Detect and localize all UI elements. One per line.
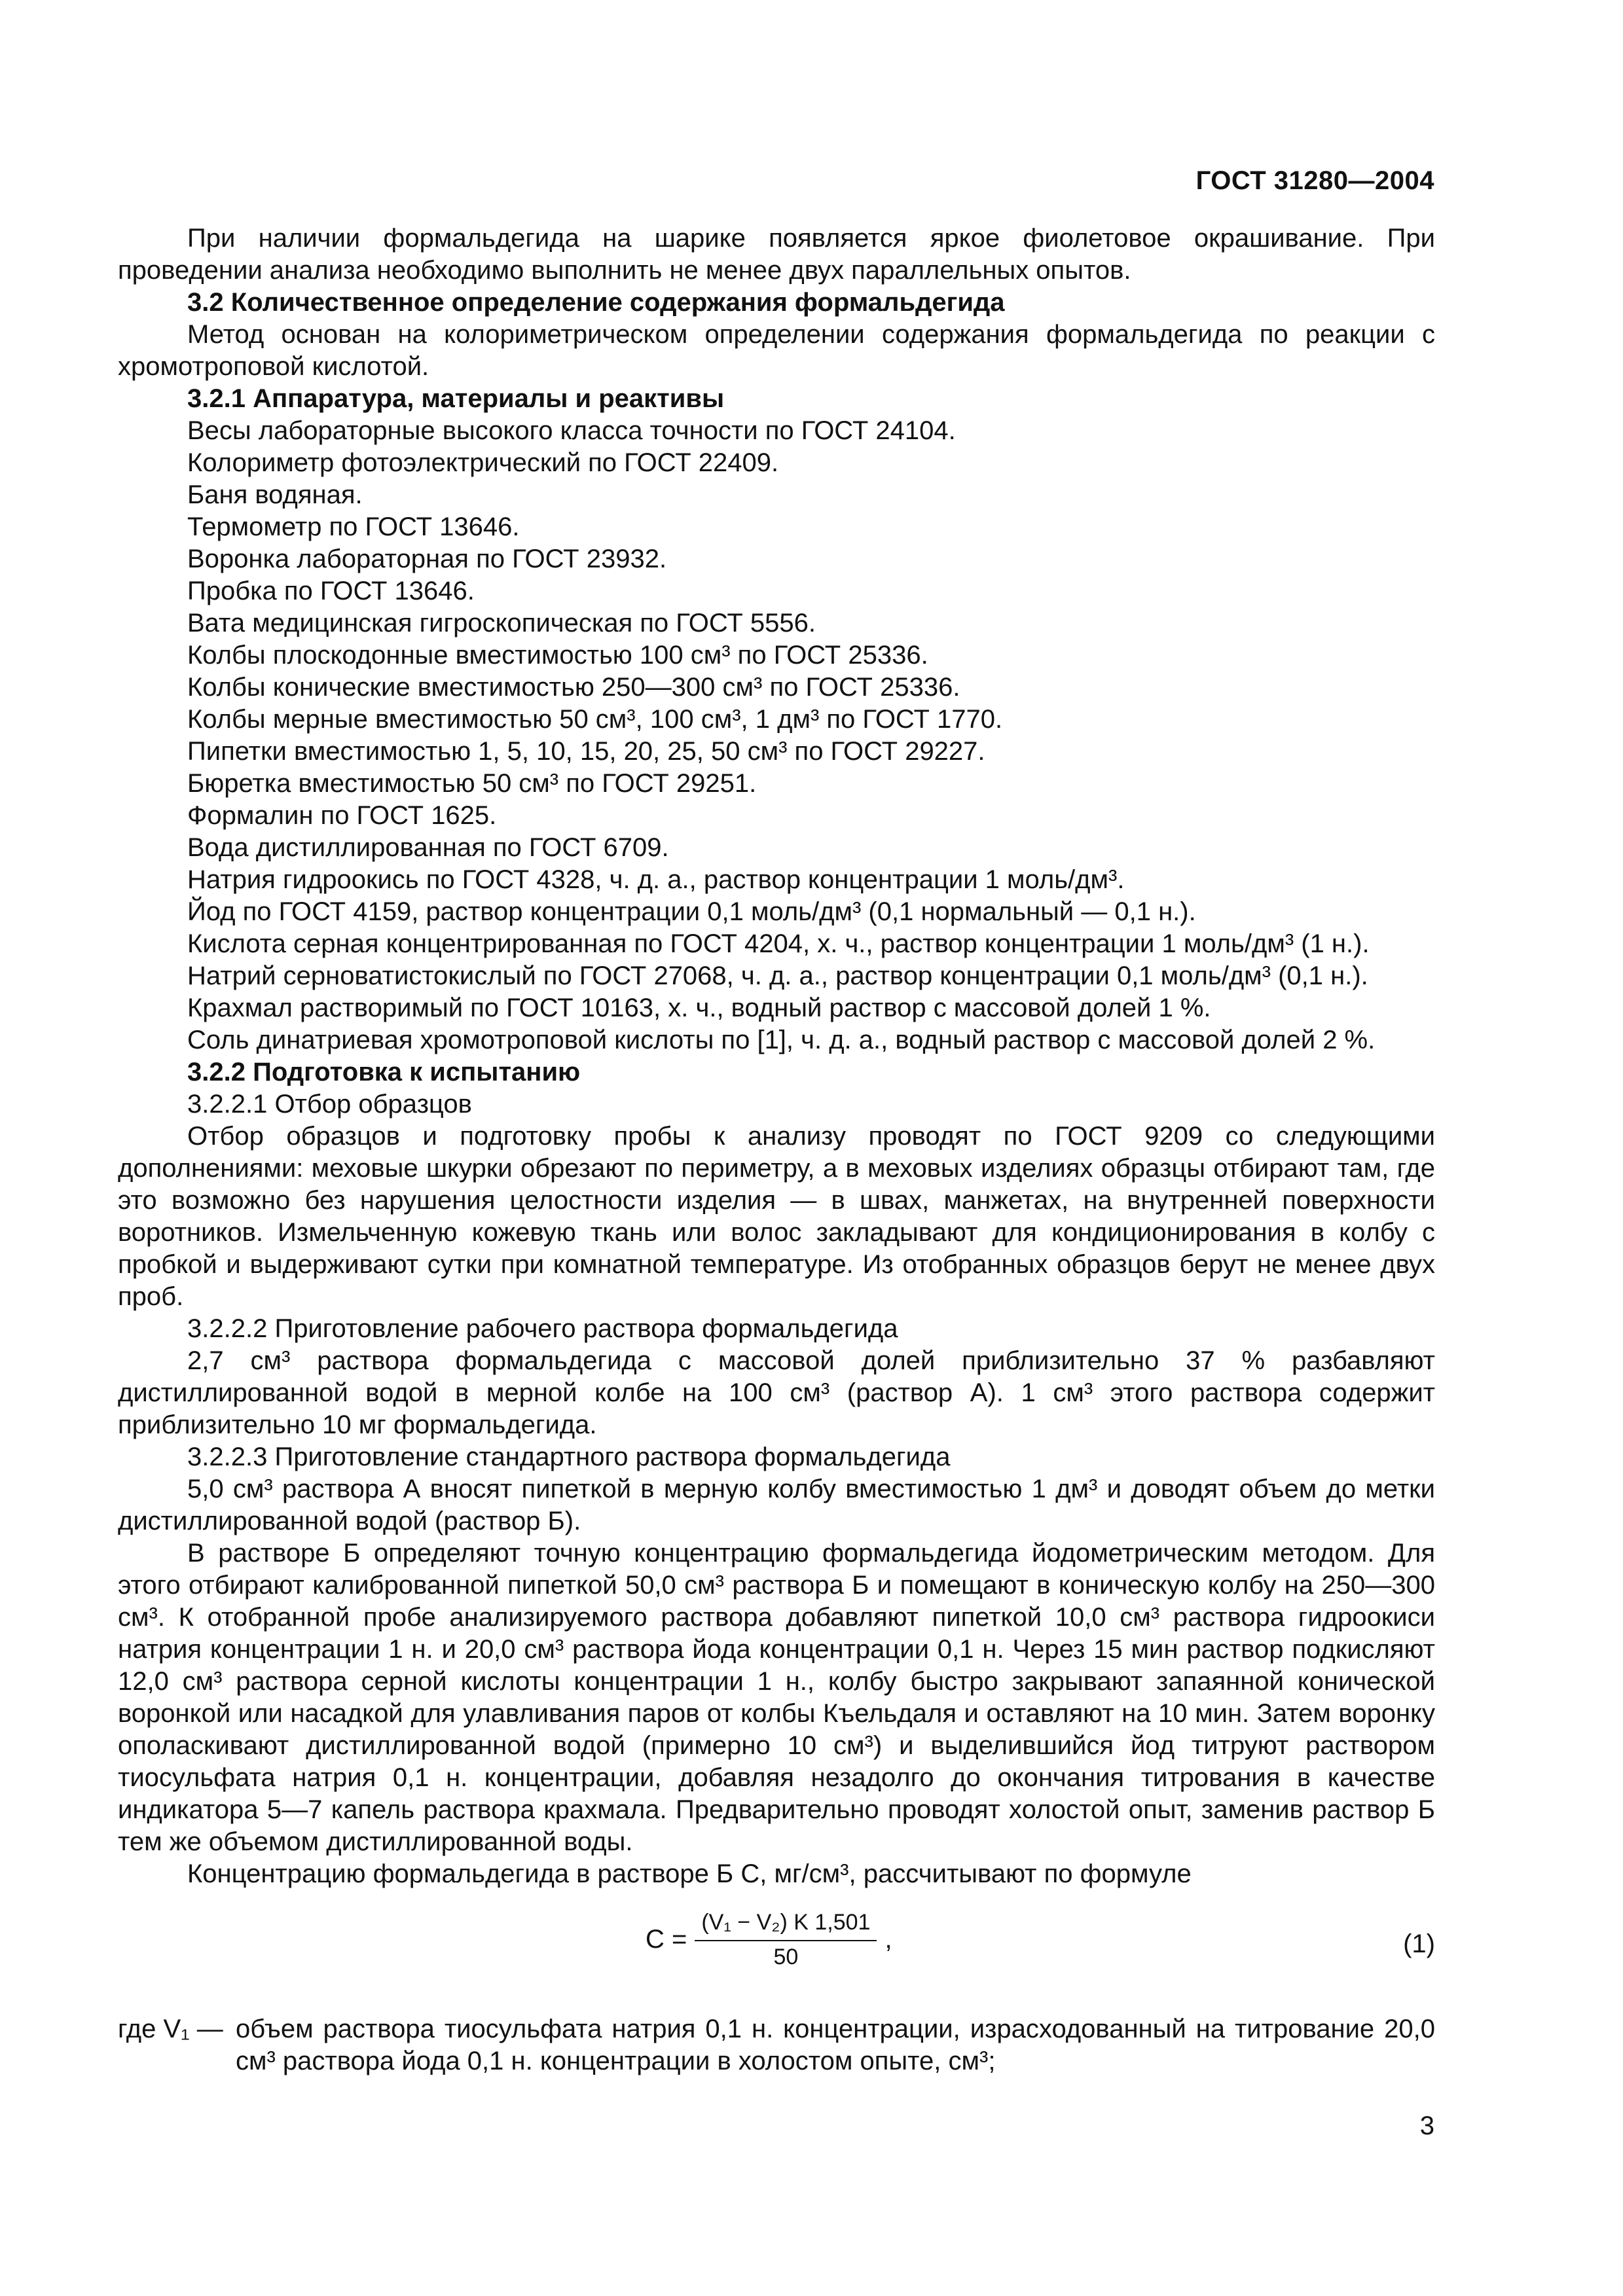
concentration-intro-text: Концентрацию формальдегида в растворе Б C, мг/см³, рассчитывают по формуле <box>187 1859 1192 1888</box>
equipment-item: Натрия гидроокись по ГОСТ 4328, ч. д. а., раствор концентрации 1 моль/дм³. <box>187 865 1125 894</box>
equipment-item: Формалин по ГОСТ 1625. <box>187 801 497 830</box>
formula-lhs: C = <box>646 1924 687 1954</box>
equipment-item: Весы лабораторные высокого класса точности по ГОСТ 24104. <box>187 416 956 445</box>
page-number: 3 <box>1419 2111 1434 2140</box>
concentration-formula <box>646 1909 892 1970</box>
equipment-item: Бюретка вместимостью 50 см³ по ГОСТ 29251. <box>187 769 757 798</box>
equipment-item: Вода дистиллированная по ГОСТ 6709. <box>187 833 669 862</box>
equipment-item: Колбы плоскодонные вместимостью 100 см³ по ГОСТ 25336. <box>187 641 928 670</box>
section-3-2-heading: 3.2 Количественное определение содержания формальдегида <box>187 288 1005 317</box>
section-3-2-text: Метод основан на колориметрическом определении содержания формальдегида по реакции с хромотроповой кислотой. <box>118 320 1435 381</box>
formula-row <box>118 1909 1435 2000</box>
subsection-3-2-2-2-text: 2,7 см³ раствора формальдегида с массовой долей приблизительно 37 % разбавляют дистиллированной водой в мерной колбе на 100 см³ (раствор А). 1 см³ этого раствора содержит приблизительно 10 мг формальдегида. <box>118 1346 1435 1439</box>
equipment-item: Натрий серноватистокислый по ГОСТ 27068, ч. д. а., раствор концентрации 0,1 моль/дм³ (0,1 н.). <box>187 961 1368 990</box>
section-3-2-2-heading: 3.2.2 Подготовка к испытанию <box>187 1058 581 1086</box>
equipment-item: Пробка по ГОСТ 13646. <box>187 577 475 605</box>
subsection-3-2-2-3-text: 5,0 см³ раствора А вносят пипеткой в мерную колбу вместимостью 1 дм³ и доводят объем до метки дистиллированной водой (раствор Б). <box>118 1475 1435 1535</box>
equipment-item: Колбы конические вместимостью 250—300 см³ по ГОСТ 25336. <box>187 673 960 702</box>
where-description: объем раствора тиосульфата натрия 0,1 н. концентрации, израсходованный на титрование 20,0 см³ раствора йода 0,1 н. концентрации в холостом опыте, см³; <box>236 2015 1435 2075</box>
where-clause <box>118 2013 1435 2077</box>
section-3-2-1-heading: 3.2.1 Аппаратура, материалы и реактивы <box>187 384 725 413</box>
equipment-item: Пипетки вместимостью 1, 5, 10, 15, 20, 25, 50 см³ по ГОСТ 29227. <box>187 737 985 766</box>
formula-denominator: 50 <box>773 1945 799 1969</box>
equipment-item: Баня водяная. <box>187 480 363 509</box>
formula-number: (1) <box>1403 1929 1435 1958</box>
equipment-item: Крахмал растворимый по ГОСТ 10163, х. ч., водный раствор с массовой долей 1 %. <box>187 994 1211 1022</box>
equipment-item: Вата медицинская гигроскопическая по ГОСТ 5556. <box>187 609 816 637</box>
equipment-item: Соль динатриевая хромотроповой кислоты по [1], ч. д. а., водный раствор с массовой долей 2 %. <box>187 1026 1376 1054</box>
formula-fraction <box>695 1909 877 1970</box>
subsection-3-2-2-3-title: 3.2.2.3 Приготовление стандартного раствора формальдегида <box>187 1443 951 1471</box>
titration-procedure-text: В растворе Б определяют точную концентрацию формальдегида йодометрическим методом. Для этого отбирают калиброванной пипеткой 50,0 см³ раствора Б и помещают в коническую колбу на 250—300 см³. К отобранной пробе анализируемого раствора добавляют пипеткой 10,0 см³ раствора гидроокиси натрия концентрации 1 н. и 20,0 см³ раствора йода концентрации 0,1 н. Через 15 мин раствор подкисляют 12,0 см³ раствора серной кислоты концентрации 1 н., колбу быстро закрывают запаянной конической воронкой или насадкой для улавливания паров от колбы Къельдаля и оставляют на 10 мин. Затем воронку ополаскивают дистиллированной водой (примерно 10 см³) и выделившийся йод титруют раствором тиосульфата натрия 0,1 н. концентрации, добавляя незадолго до окончания титрования в качестве индикатора 5—7 капель раствора крахмала. Предварительно проводят холостой опыт, заменив раствор Б тем же объемом дистиллированной воды. <box>118 1539 1435 1856</box>
formula-numerator: (V₁ − V₂) K 1,501 <box>695 1909 877 1941</box>
subsection-3-2-2-2-title: 3.2.2.2 Приготовление рабочего раствора формальдегида <box>187 1314 898 1343</box>
equipment-item: Колбы мерные вместимостью 50 см³, 100 см³, 1 дм³ по ГОСТ 1770. <box>187 705 1003 734</box>
equipment-item: Воронка лабораторная по ГОСТ 23932. <box>187 545 667 573</box>
subsection-3-2-2-1-title: 3.2.2.1 Отбор образцов <box>187 1090 472 1119</box>
equipment-item: Кислота серная концентрированная по ГОСТ 4204, х. ч., раствор концентрации 1 моль/дм³ (1 н.). <box>187 929 1370 958</box>
equipment-item: Термометр по ГОСТ 13646. <box>187 512 520 541</box>
standard-header: ГОСТ 31280—2004 <box>1195 166 1434 195</box>
formula-trail: , <box>884 1924 892 1954</box>
subsection-3-2-2-1-text: Отбор образцов и подготовку пробы к анализу проводят по ГОСТ 9209 со следующими дополнениями: меховые шкурки обрезают по периметру, а в меховых изделиях образцы отбирают там, где это возможно без нарушения целостности изделия — в швах, манжетах, на внутренней поверхности воротников. Измельченную кожевую ткань или волос закладывают для кондиционирования в колбу с пробкой и выдерживают сутки при комнатной температуре. Из отобранных образцов берут не менее двух проб. <box>118 1122 1435 1311</box>
document-body <box>118 223 1435 2077</box>
where-lead: где V₁ — <box>118 2015 223 2043</box>
equipment-item: Колориметр фотоэлектрический по ГОСТ 22409. <box>187 448 779 477</box>
equipment-item: Йод по ГОСТ 4159, раствор концентрации 0,1 моль/дм³ (0,1 нормальный — 0,1 н.). <box>187 897 1196 926</box>
intro-paragraph: При наличии формальдегида на шарике появляется яркое фиолетовое окрашивание. При проведении анализа необходимо выполнить не менее двух параллельных опытов. <box>118 224 1435 285</box>
